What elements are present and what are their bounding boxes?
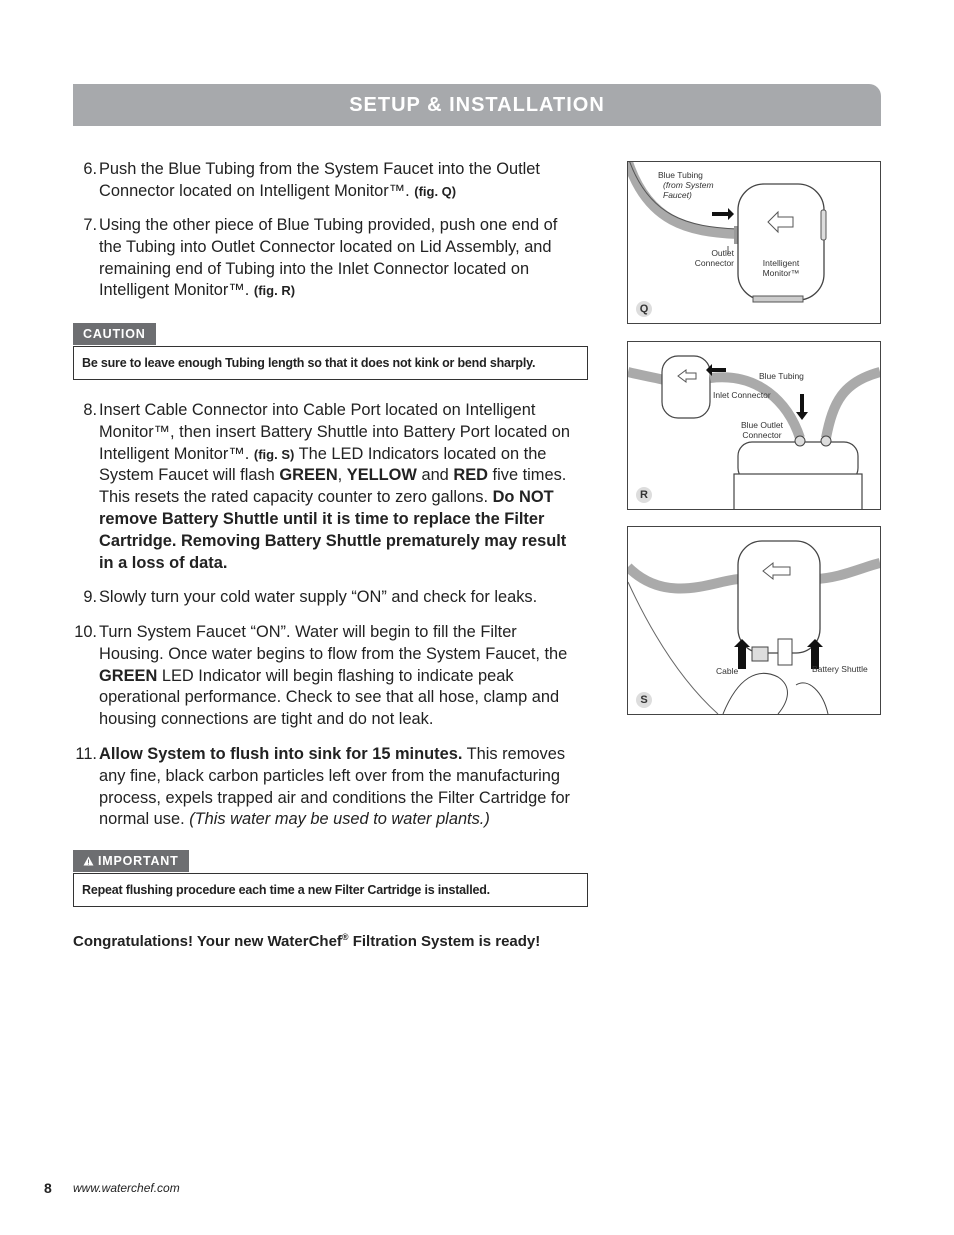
label-inlet-connector: Inlet Connector	[713, 390, 771, 400]
figure-reference: (fig. Q)	[414, 183, 457, 199]
figure-reference: (fig. R)	[253, 283, 296, 299]
figure-reference: (fig. S)	[253, 446, 295, 462]
step-text: LED Indicator will begin flashing to indicate peak operational performance. Check to see that all hose, clamp and housing connections are tight and do not leak.	[99, 666, 560, 729]
figure-q	[627, 161, 881, 324]
step-number: 11.	[75, 745, 97, 763]
step-text: Push the Blue Tubing from the System Faucet into the Outlet Connector located on Intelligent Monitor™.	[99, 160, 540, 200]
step-number: 6.	[83, 160, 97, 178]
label-blue-outlet-connector: Blue Outlet Connector	[740, 420, 784, 440]
green-label: GREEN	[279, 466, 338, 485]
red-label: RED	[453, 466, 488, 485]
yellow-label: YELLOW	[346, 466, 417, 485]
figure-s	[627, 526, 881, 715]
important-tag	[73, 850, 189, 872]
label-blue-tubing: Blue Tubing	[658, 170, 703, 180]
and-word: and	[421, 466, 449, 485]
step-11	[73, 744, 583, 831]
warning-triangle-icon	[83, 856, 94, 866]
important-text: Repeat flushing procedure each time a new Filter Cartridge is installed.	[82, 883, 490, 897]
label-battery-shuttle: Battery Shuttle	[812, 664, 868, 674]
caution-box	[73, 346, 588, 380]
figure-s-illustration	[628, 527, 880, 714]
step-9	[73, 587, 583, 609]
figure-letter: Q	[636, 301, 652, 317]
caution-tag: CAUTION	[73, 323, 156, 345]
important-box	[73, 873, 588, 907]
footer-url: www.waterchef.com	[73, 1181, 180, 1195]
step-text: Turn System Faucet “ON”. Water will begin to fill the Filter Housing. Once water begins to flow from the System Faucet, the	[99, 623, 568, 663]
step-text: five times. This resets the rated capacity counter to zero gallons.	[99, 466, 567, 507]
step-bold-text: Allow System to flush into sink for 15 minutes.	[99, 745, 463, 763]
step-8: 8. Insert Cable Connector into Cable Port located on Intelligent Monitor™, then insert Battery Shuttle into Battery Port located on Intelligent Monitor™. (fig. S) The LED Indicators located on the System Faucet will flash GREEN, YELLOW and RED five times. This resets the rated capacity counter to zero gallons. Do NOT remove Battery Shuttle until it is time to replace the Filter Cartridge. Removing Battery Shuttle prematurely may result in a loss of data.	[73, 400, 583, 574]
step-text: Insert Cable Connector into Cable Port located on Intelligent Monitor™, then insert Battery Shuttle into Battery Port located on Intelligent Monitor™.	[99, 401, 571, 463]
figure-r	[627, 341, 881, 510]
green-label: GREEN	[99, 666, 158, 685]
step-6	[73, 159, 583, 203]
figure-letter: S	[636, 692, 652, 708]
step-number: 9.	[83, 588, 97, 606]
section-header	[73, 84, 881, 126]
figure-letter: R	[636, 487, 652, 503]
label-from-faucet: (from System Faucet)	[663, 180, 714, 200]
page-number: 8	[44, 1180, 52, 1196]
step-text: Using the other piece of Blue Tubing provided, push one end of the Tubing into Outlet Connector located on Lid Assembly, and remaining end of Tubing into the Inlet Connector located on Intelligent Monitor™.	[99, 216, 558, 300]
step-italic-text: (This water may be used to water plants.)	[189, 810, 490, 829]
label-intelligent-monitor: Intelligent Monitor™	[762, 258, 800, 278]
step-10	[73, 622, 583, 731]
congrats-text-end: Filtration System is ready!	[348, 933, 541, 950]
step-number: 7.	[83, 216, 97, 234]
step-text: The LED Indicators located on the System Faucet will flash	[99, 444, 547, 485]
step-warning: Do NOT remove Battery Shuttle until it is time to replace the Filter Cartridge. Removing Battery Shuttle prematurely may result in a loss of data.	[99, 488, 567, 572]
congrats-text: Congratulations! Your new WaterChef	[73, 933, 342, 950]
important-label: IMPORTANT	[98, 854, 179, 868]
congratulations-line	[73, 932, 540, 950]
caution-text: Be sure to leave enough Tubing length so that it does not kink or bend sharply.	[82, 356, 536, 370]
registered-mark: ®	[341, 932, 349, 942]
label-cable: Cable	[716, 666, 739, 676]
step-number: 10.	[74, 623, 97, 641]
label-outlet-connector: Outlet Connector	[694, 248, 734, 268]
step-7	[73, 215, 583, 302]
step-text: This removes any fine, black carbon particles left over from the manufacturing process, expels trapped air and conditions the Filter Cartridge for normal use.	[99, 745, 571, 829]
label-blue-tubing: Blue Tubing	[759, 371, 804, 381]
step-number: 8.	[83, 401, 97, 419]
step-text: Slowly turn your cold water supply “ON” and check for leaks.	[99, 588, 538, 606]
section-title: SETUP & INSTALLATION	[349, 93, 605, 116]
